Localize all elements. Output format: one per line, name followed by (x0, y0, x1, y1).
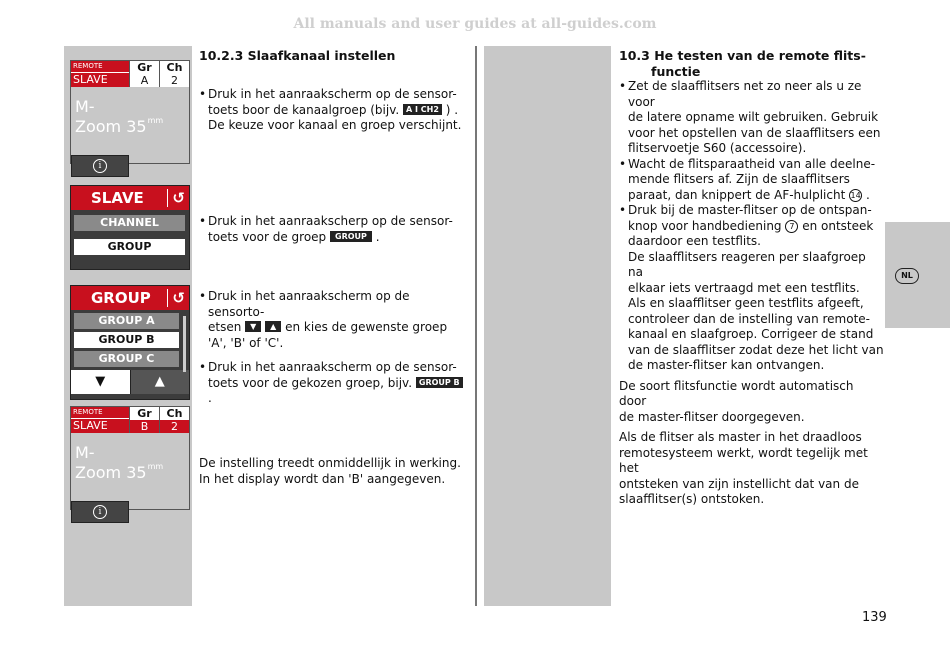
group-menu-title: GROUP (91, 289, 151, 307)
zoom-readout: Zoom 35mm (75, 462, 164, 482)
section-heading-10-2-3: 10.2.3 Slaafkanaal instellen (199, 48, 396, 63)
back-icon[interactable]: ↺ (167, 189, 185, 207)
zoom-unit: mm (147, 116, 164, 125)
step-3: • Druk in het aanraakscherm op de sensorto- etsen ▼ ▲ en kies de gewenste groep 'A', 'B' of 'C'. (199, 289, 448, 350)
status-screen-group-b (70, 406, 190, 517)
callout-7: 7 (785, 220, 798, 233)
right-column: 10.3 He testen van de remote flits- functie • Zet de slaafflitsers net zo neer als u ze voor de latere opname wilt gebruiken. Gebruik voor het opstellen van de slaafflitsers een flitservoetje S60 (accessoire). • Wacht de flitsparaatheid van alle deelne- mende flitsers af. Zijn de slaafflitsers paraat, dan knippert de AF-hulplicht 14 . • Druk bij de master-flitser op de ontspan- knop voor handbediening 7 en ontsteek daardoor een testflits. De slaafflitsers reageren per slaafgroep na elkaar iets vertraagd met een testflits. Als en slaafflitser geen testflits afgeeft, controleer dan de instelling van remote- kanaal en slaafgroep. Corrigeer de stand van de slaafflitser zodat deze het licht van de master-flitser kan ontvangen. De soort flitsfunctie wordt automatisch door de master-flitser doorgegeven. Als de flitser als master in het draadloos remotesysteem werkt, wordt tegelijk met het ontsteken van zijn instellicht dat van de slaafflitser(s) ontstoken. (619, 48, 884, 506)
paragraph-master: Als de flitser als master in het draadloos remotesysteem werkt, wordt tegelijk met het ontsteken van zijn instellicht dat van de slaafflitser(s) ontstoken. (619, 430, 868, 506)
info-icon: i (93, 159, 107, 173)
zoom-readout: Zoom 35mm (75, 116, 164, 136)
channel-label: Ch (160, 61, 189, 74)
group-value: A (130, 74, 159, 87)
group-value: B (130, 420, 159, 433)
bullet-test-flash: • Druk bij de master-flitser op de ontspan- knop voor handbediening 7 en ontsteek daardoor een testflits. De slaafflitsers reageren per slaafgroep na elkaar iets vertraagd met een testflits. Als en slaafflitser geen testflits afgeeft, controleer dan de instelling van remote- kanaal en slaafgroep. Corrigeer de stand van de slaafflitser zodat deze het licht van de master-flitser kan ontvangen. (619, 203, 884, 372)
group-label: Gr (130, 61, 159, 74)
callout-14: 14 (850, 190, 861, 200)
step-1: • Druk in het aanraakscherm op de sensor- toets boor de kanaalgroep (bijv. A I CH2 ) . De keuze voor kanaal en groep verschijnt. (199, 87, 462, 132)
channel-value: 2 (160, 420, 189, 433)
page-number: 139 (862, 610, 887, 625)
step-2: • Druk in het aanraakscherp op de sensor- toets voor de groep GROUP . (199, 214, 453, 244)
menu-item-group-a[interactable]: GROUP A (74, 313, 179, 329)
info-button[interactable] (71, 155, 129, 177)
channel-value: 2 (160, 74, 189, 87)
key-group: GROUP (330, 231, 372, 242)
back-icon[interactable]: ↺ (167, 289, 185, 307)
menu-item-group-c[interactable]: GROUP C (74, 351, 179, 367)
group-menu-screen (70, 285, 190, 400)
slave-menu-title: SLAVE (91, 189, 144, 207)
arrow-down-button[interactable]: ▼ (71, 370, 131, 394)
arrow-up-key-icon: ▲ (265, 321, 281, 332)
key-group-b: GROUP B (416, 377, 463, 388)
scrollbar[interactable] (183, 316, 186, 372)
arrow-up-button[interactable]: ▲ (131, 370, 190, 394)
group-label: Gr (130, 407, 159, 420)
slave-label: SLAVE (71, 73, 129, 87)
info-icon: i (93, 505, 107, 519)
status-screen-group-a (70, 60, 190, 171)
bullet-ready: • Wacht de flitsparaatheid van alle deelne- mende flitsers af. Zijn de slaafflitsers paraat, dan knippert de AF-hulplicht 14 . (619, 156, 876, 202)
remote-label: REMOTE (71, 407, 129, 419)
arrow-down-key-icon: ▼ (245, 321, 261, 332)
flash-mode: M- (75, 443, 95, 462)
closing-note: De instelling treedt onmiddellijk in werking. In het display wordt dan 'B' aangegeven. (199, 456, 461, 486)
zoom-unit: mm (147, 462, 164, 471)
remote-label: REMOTE (71, 61, 129, 73)
flash-mode: M- (75, 97, 95, 116)
section-heading-10-3: 10.3 He testen van de remote flits- (619, 48, 866, 63)
menu-item-channel[interactable]: CHANNEL (74, 215, 185, 231)
channel-label: Ch (160, 407, 189, 420)
language-badge: NL (895, 268, 919, 284)
column-divider (475, 46, 477, 606)
bullet-setup: • Zet de slaafflitsers net zo neer als u ze voor de latere opname wilt gebruiken. Gebruik voor het opstellen van de slaafflitsers een flitservoetje S60 (accessoire). (619, 79, 881, 155)
menu-item-group-b[interactable]: GROUP B (74, 332, 179, 348)
paragraph-auto: De soort flitsfunctie wordt automatisch door de master-flitser doorgegeven. (619, 378, 854, 424)
watermark: All manuals and user guides at all-guides.com (293, 16, 657, 32)
menu-item-group[interactable]: GROUP (74, 239, 185, 255)
step-4: • Druk in het aanraakscherm op de sensor- toets voor de gekozen groep, bijv. GROUP B . (199, 360, 469, 407)
slave-menu-screen (70, 185, 190, 270)
key-a-ch2: A I CH2 (403, 104, 442, 115)
info-button[interactable] (71, 501, 129, 523)
slave-label: SLAVE (71, 419, 129, 433)
right-gray-column (484, 46, 611, 606)
